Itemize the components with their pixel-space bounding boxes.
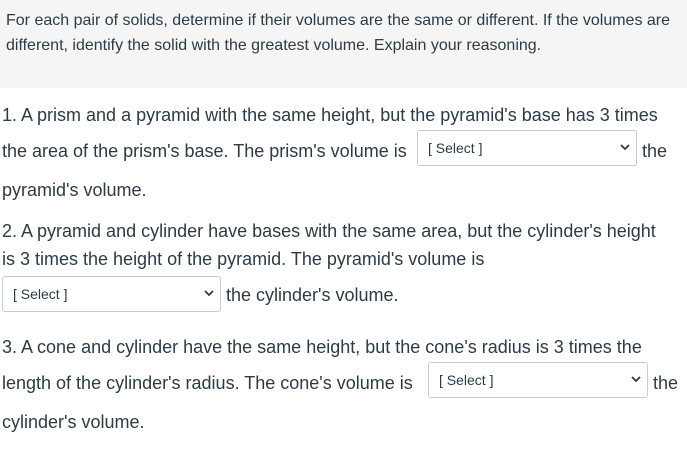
question-1-select[interactable]: [417, 130, 637, 166]
question-2-line-2: is 3 times the height of the pyramid. The pyramid's volume is: [2, 249, 485, 269]
question-2-line-1: 2. A pyramid and cylinder have bases with the same area, but the cylinder's height: [2, 221, 656, 241]
question-1-line-3: pyramid's volume.: [2, 180, 147, 200]
question-1-line-2-after: the: [642, 141, 668, 161]
question-1-line-1: 1. A prism and a pyramid with the same height, but the pyramid's base has 3 times: [2, 105, 658, 125]
question-2-select[interactable]: [2, 276, 221, 312]
chevron-down-icon: [620, 143, 630, 151]
instructions-panel: [0, 0, 687, 88]
question-3-select-value: [ Select ]: [439, 372, 494, 388]
question-3-line-3: cylinder's volume.: [2, 412, 145, 432]
question-3-line-2-after: the: [653, 373, 679, 393]
instructions-text: For each pair of solids, determine if their volumes are the same or different. If the volumes are different, identify the solid with the greatest volume. Explain your reasoning.: [6, 12, 671, 54]
question-3-line-2-before: length of the cylinder's radius. The cone's volume is: [2, 373, 413, 393]
chevron-down-icon: [204, 289, 214, 297]
question-1-select-value: [ Select ]: [428, 140, 483, 156]
question-2-line-3-after: the cylinder's volume.: [226, 285, 399, 305]
question-2-select-value: [ Select ]: [13, 286, 68, 302]
chevron-down-icon: [631, 375, 641, 383]
question-3-select[interactable]: [428, 362, 648, 398]
question-3-line-1: 3. A cone and cylinder have the same height, but the cone's radius is 3 times the: [2, 337, 642, 357]
question-1-line-2-before: the area of the prism's base. The prism's volume is: [2, 141, 407, 161]
